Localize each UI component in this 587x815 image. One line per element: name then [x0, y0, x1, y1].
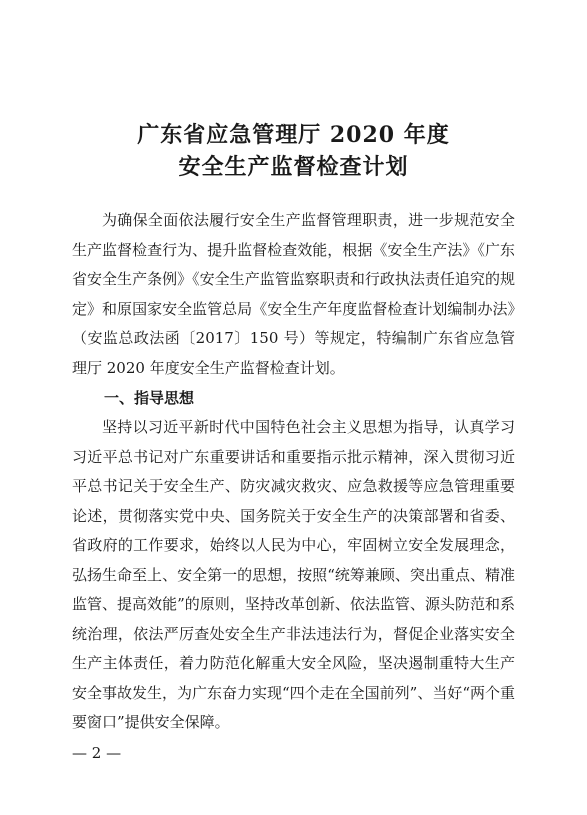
title-line-1: 广东省应急管理厅 2020 年度	[137, 122, 450, 148]
intro-section	[72, 206, 515, 383]
guiding-ideology-paragraph: 坚持以习近平新时代中国特色社会主义思想为指导，认真学习习近平总书记对广东重要讲话和重要指示批示精神，深入贯彻习近平总书记关于安全生产、防灾减灾救灾、应急救援等应急管理重要论述，贯彻落实党中央、国务院关于安全生产的决策部署和省委、省政府的工作要求，始终以人民为中心，牢固树立安全发展理念，弘扬生命至上、安全第一的思想，按照“统筹兼顾、突出重点、精准监管、提高效能”的原则，坚持改革创新、依法监管、源头防范和系统治理，依法严厉查处安全生产非法违法行为，督促企业落实安全生产主体责任，着力防范化解重大安全风险，坚决遏制重特大生产安全事故发生，为广东奋力实现“四个走在全国前列”、当好“两个重要窗口”提供安全保障。	[72, 418, 516, 731]
title-line-2: 安全生产监督检查计划	[178, 154, 409, 180]
intro-paragraph: 为确保全面依法履行安全生产监督管理职责，进一步规范安全生产监督检查行为、提升监督检查效能，根据《安全生产法》《广东省安全生产条例》《安全生产监管监察职责和行政执法责任追究的规定》和原国家安全监管总局《安全生产年度监督检查计划编制办法》（安监总政法函〔2017〕150 号）等规定，特编制广东省应急管理厅 2020 年度安全生产监督检查计划。	[72, 211, 515, 377]
section-heading-guiding-ideology: 一、指导思想	[104, 389, 195, 407]
document-title	[0, 119, 587, 183]
guiding-ideology-section	[72, 413, 515, 738]
page-number: — 2 —	[72, 744, 122, 762]
